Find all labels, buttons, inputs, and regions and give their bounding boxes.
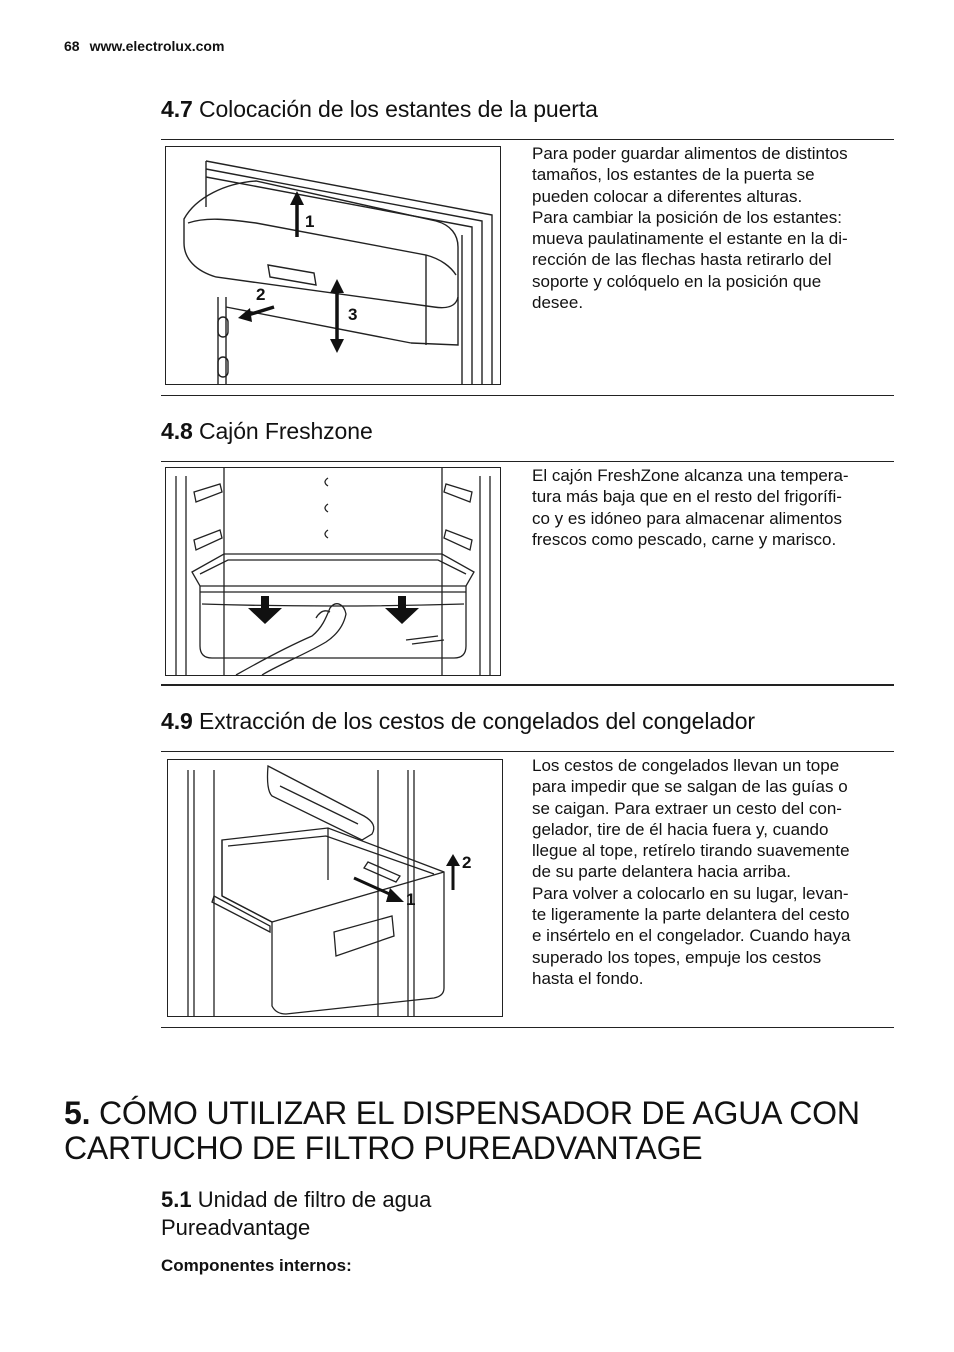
- arrow-label-3: 3: [348, 305, 358, 324]
- section-4-8-heading: [161, 418, 373, 445]
- page-header: [64, 38, 224, 54]
- section-title: Extracción de los cestos de congelados del congelador: [198, 708, 755, 734]
- divider: [161, 461, 894, 462]
- section-number: 4.7: [161, 96, 193, 122]
- divider: [161, 684, 894, 686]
- section-title: Cajón Freshzone: [198, 418, 373, 444]
- arrow-label-2: 2: [256, 285, 266, 304]
- freezer-basket-drawing: [168, 760, 502, 1016]
- section-title: Unidad de filtro de agua Pureadvantage: [161, 1187, 432, 1240]
- chapter-number: 5.: [64, 1095, 91, 1131]
- section-4-8-body: El cajón FreshZone alcanza una tempera- tura más baja que en el resto del frigorífi- co y es idóneo para almacenar alimentos frescos como pescado, carne y marisco.: [532, 466, 849, 549]
- arrow-label-1: 1: [406, 890, 416, 909]
- section-4-7-body: Para poder guardar alimentos de distintos tamaños, los estantes de la puerta se pueden colocar a diferentes alturas. Para cambiar la posición de los estantes: mueva paulatinamente el estante en la di- rección de las flechas hasta retirarlo del soporte y colóquelo en la posición que desee.: [532, 144, 848, 313]
- arrow-label-1: 1: [305, 212, 315, 231]
- chapter-5-heading: [64, 1096, 924, 1166]
- arrow-label-2: 2: [462, 853, 472, 872]
- chapter-title: CÓMO UTILIZAR EL DISPENSADOR DE AGUA CON CARTUCHO DE FILTRO PUREADVANTAGE: [64, 1095, 860, 1166]
- freshzone-drawer-illustration: [165, 467, 501, 676]
- section-4-9-heading: [161, 708, 755, 735]
- divider: [161, 751, 894, 752]
- site-url[interactable]: www.electrolux.com: [89, 38, 225, 54]
- section-4-7-heading: [161, 96, 598, 123]
- section-number: 5.1: [161, 1187, 192, 1212]
- freshzone-drawer-drawing: [166, 468, 500, 675]
- section-number: 4.9: [161, 708, 193, 734]
- page-number: 68: [64, 38, 80, 54]
- section-5-1-heading: [161, 1186, 491, 1242]
- section-4-9-body: Los cestos de congelados llevan un tope para impedir que se salgan de las guías o se caigan. Para extraer un cesto del con- gelador, tire de él hacia fuera y, cuando llegue al tope, retírelo tirando suavemente de su parte delantera hacia arriba. Para volver a colocarlo en su lugar, levan- te ligeramente la parte delantera del cesto e insértelo en el congelador. Cuando haya superado los topes, empuje los cestos hasta el fondo.: [532, 756, 851, 988]
- internal-components-subheading: Componentes internos:: [161, 1256, 352, 1275]
- divider: [161, 139, 894, 140]
- divider: [161, 395, 894, 396]
- divider: [161, 1027, 894, 1028]
- door-shelf-illustration: [165, 146, 501, 385]
- section-title: Colocación de los estantes de la puerta: [198, 96, 598, 122]
- freezer-basket-illustration: [167, 759, 503, 1017]
- section-number: 4.8: [161, 418, 193, 444]
- door-shelf-drawing: [166, 147, 500, 384]
